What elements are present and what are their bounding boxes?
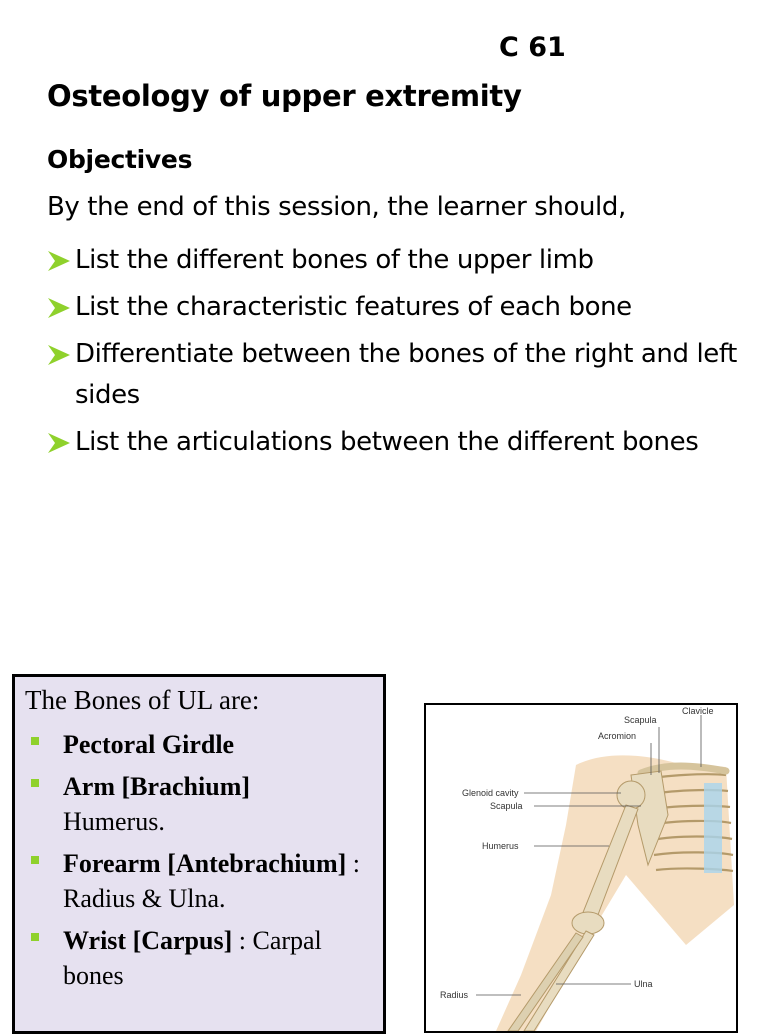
objective-text: List the characteristic features of each bone <box>75 292 632 322</box>
arrow-bullet-icon <box>47 249 71 273</box>
objectives-heading: Objectives <box>47 145 193 174</box>
bone-name: Arm [Brachium] <box>63 772 251 801</box>
objective-text: Differentiate between the bones of the right and left sides <box>75 339 737 410</box>
bone-item <box>25 727 375 762</box>
square-bullet-icon <box>31 856 39 864</box>
label-glenoid-cavity: Glenoid cavity <box>462 788 519 798</box>
label-humerus: Humerus <box>482 841 519 851</box>
costal-cartilage <box>704 783 722 873</box>
bone-name: Forearm [Antebrachium] <box>63 849 347 878</box>
humeral-head <box>617 781 645 809</box>
bone-name: Wrist [Carpus] <box>63 926 233 955</box>
arrow-bullet-icon <box>47 343 71 367</box>
objective-item <box>47 287 747 328</box>
label-clavicle: Clavicle <box>682 706 714 716</box>
objective-text: List the different bones of the upper limb <box>75 245 594 275</box>
objective-item <box>47 422 747 463</box>
label-scapula-side: Scapula <box>490 801 523 811</box>
objective-text: List the articulations between the different bones <box>75 427 699 457</box>
bone-item <box>25 923 375 993</box>
bone-item <box>25 769 375 839</box>
bone-detail: Humerus. <box>63 807 165 836</box>
square-bullet-icon <box>31 933 39 941</box>
bone-name: Pectoral Girdle <box>63 730 235 759</box>
square-bullet-icon <box>31 779 39 787</box>
intro-text: By the end of this session, the learner should, <box>47 192 626 222</box>
bones-list <box>25 727 375 1000</box>
label-ulna: Ulna <box>634 979 653 989</box>
elbow-joint <box>572 912 604 934</box>
arrow-bullet-icon <box>47 431 71 455</box>
limb-silhouette <box>496 755 734 1031</box>
label-scapula-top: Scapula <box>624 715 657 725</box>
arrow-bullet-icon <box>47 296 71 320</box>
bone-detail: : Carpal bones <box>63 926 322 990</box>
course-code: C 61 <box>499 32 566 63</box>
bones-box-heading: The Bones of UL are: <box>25 685 260 715</box>
objective-item <box>47 240 747 281</box>
bone-item <box>25 846 375 916</box>
page-title: Osteology of upper extremity <box>47 79 522 113</box>
label-radius: Radius <box>440 990 469 1000</box>
objective-item <box>47 334 747 416</box>
objectives-list <box>47 240 747 469</box>
bone-detail: : Radius & Ulna. <box>63 849 361 913</box>
bones-info-box <box>12 674 386 1034</box>
label-acromion: Acromion <box>598 731 637 741</box>
square-bullet-icon <box>31 737 39 745</box>
upper-limb-figure <box>424 703 738 1033</box>
upper-limb-illustration <box>426 705 736 1031</box>
